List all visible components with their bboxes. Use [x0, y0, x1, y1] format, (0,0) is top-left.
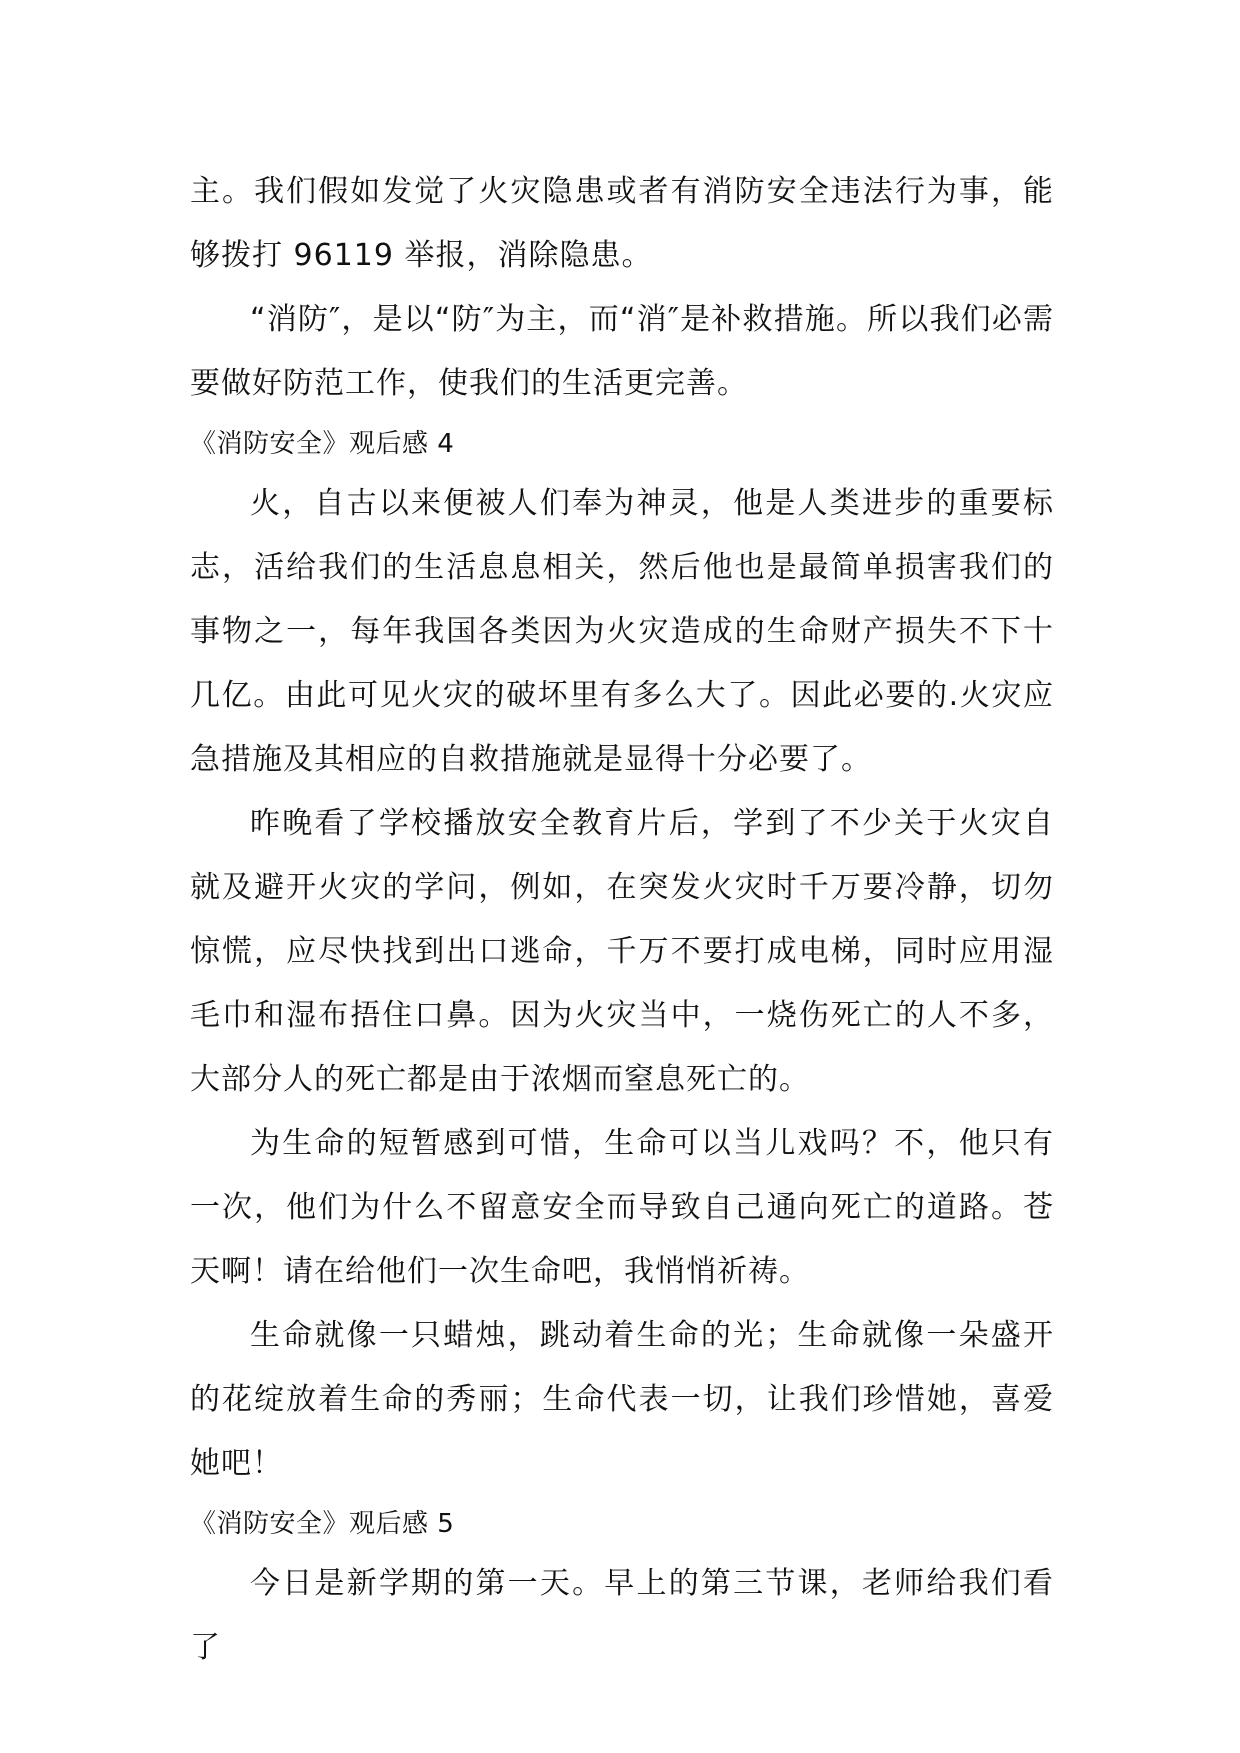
paragraph: 今日是新学期的第一天。早上的第三节课，老师给我们看了 [190, 1566, 1054, 1665]
document-body [190, 160, 1054, 1680]
paragraph: 昨晚看了学校播放安全教育片后，学到了不少关于火灾自就及避开火灾的学问，例如，在突发火灾时千万要冷静，切勿惊慌，应尽快找到出口逃命，千万不要打成电梯，同时应用湿毛巾和湿布捂住口鼻。因为火灾当中，一烧伤死亡的人不多，大部分人的死亡都是由于浓烟而窒息死亡的。 [190, 806, 1054, 1097]
paragraph: “消防″，是以“防″为主，而“消″是补救措施。所以我们必需要做好防范工作，使我们的生活更完善。 [190, 302, 1054, 401]
paragraph: 为生命的短暂感到可惜，生命可以当儿戏吗？不，他只有一次，他们为什么不留意安全而导致自己通向死亡的道路。苍天啊！请在给他们一次生命吧，我悄悄祈祷。 [190, 1126, 1054, 1289]
paragraph: 生命就像一只蜡烛，跳动着生命的光；生命就像一朵盛开的花绽放着生命的秀丽；生命代表一切，让我们珍惜她，喜爱她吧！ [190, 1318, 1054, 1481]
paragraph: 火，自古以来便被人们奉为神灵，他是人类进步的重要标志，活给我们的生活息息相关，然后他也是最简单损害我们的事物之一，每年我国各类因为火灾造成的生命财产损失不下十几亿。由此可见火灾的破坏里有多么大了。因此必要的.火灾应急措施及其相应的自救措施就是显得十分必要了。 [190, 486, 1054, 777]
section-heading: 《消防安全》观后感 5 [190, 1509, 455, 1539]
section-heading: 《消防安全》观后感 4 [190, 429, 455, 459]
paragraph-continued: 主。我们假如发觉了火灾隐患或者有消防安全违法行为事，能够拨打 96119 举报，消除隐患。 [190, 174, 1054, 273]
